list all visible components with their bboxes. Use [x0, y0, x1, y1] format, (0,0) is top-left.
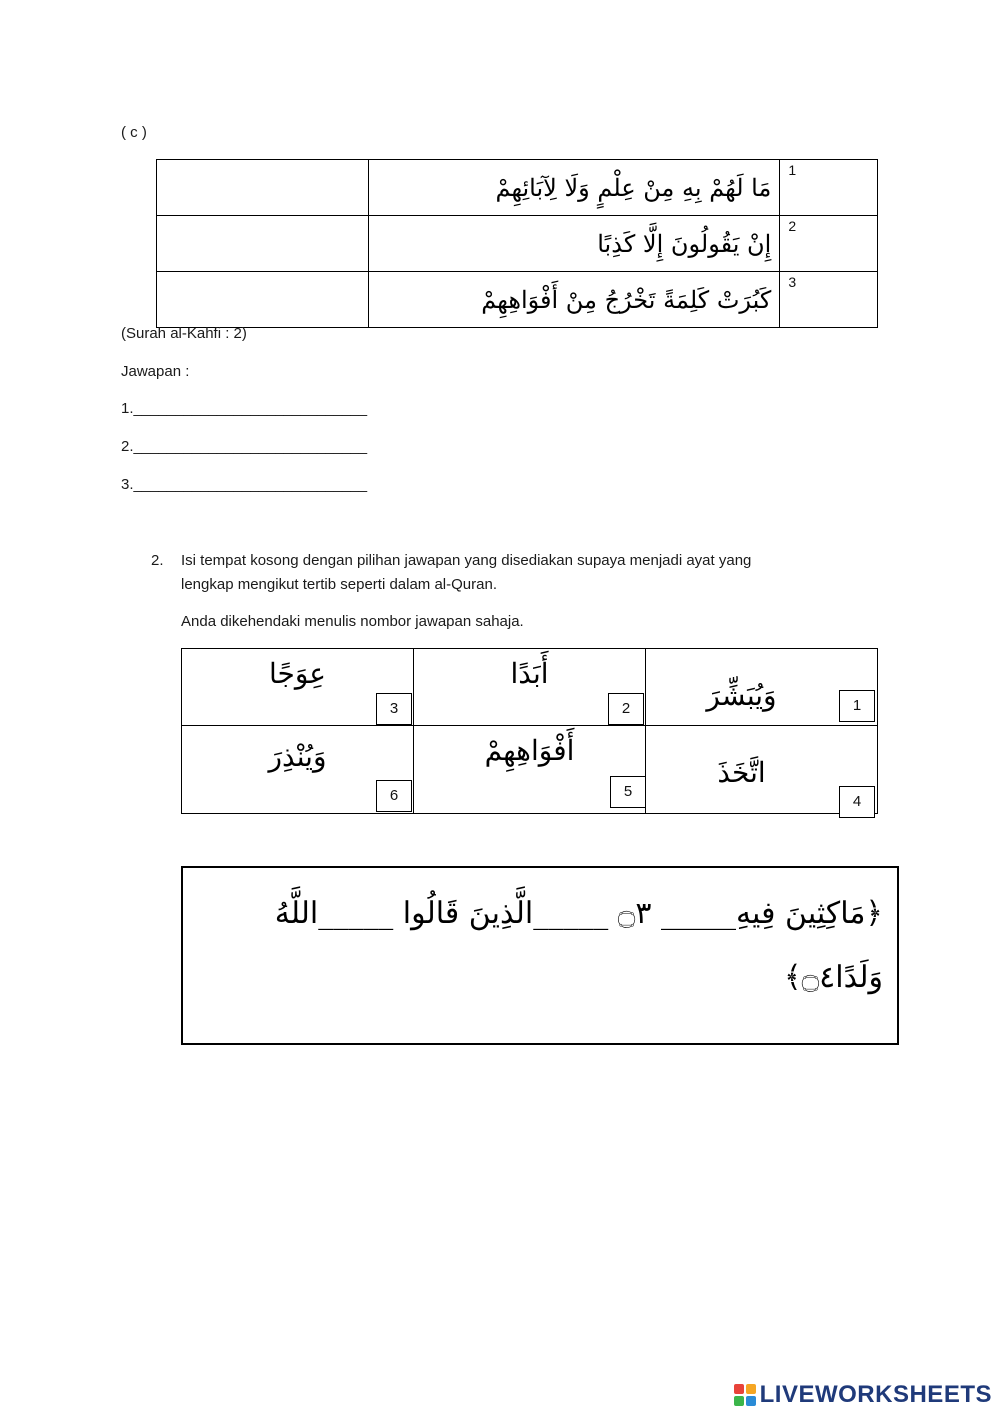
choice-number-2: 2	[608, 693, 644, 725]
section-c-label: ( c )	[121, 124, 147, 141]
surah-source: (Surah al-Kahfi : 2)	[121, 325, 247, 342]
choice-number-4: 4	[839, 786, 875, 818]
row-number-3: 3	[780, 272, 878, 328]
choice-word-1: وَيُبَشِّرَ	[706, 679, 777, 712]
ayat-text-1: مَا لَهُمْ بِهِ مِنْ عِلْمٍ وَلَا لِآبَائِهِمْ	[368, 160, 780, 216]
table-row	[157, 272, 878, 328]
logo-tile	[746, 1384, 756, 1394]
choice-cell	[646, 649, 878, 726]
verse-line-1[interactable]: ﴿مَاكِثِينَ فِيهِ_____ ۝٣ _____الَّذِينَ قَالُوا _____اللَّهُ	[274, 896, 883, 931]
logo-tile	[734, 1384, 744, 1394]
brand-name: LIVEWORKSHEETS	[759, 1381, 992, 1408]
answer-cell-3[interactable]	[157, 272, 369, 328]
verse-box	[181, 866, 899, 1045]
question-number: 2.	[151, 552, 164, 569]
choice-number-3: 3	[376, 693, 412, 725]
table-row	[157, 216, 878, 272]
answer-cell-2[interactable]	[157, 216, 369, 272]
logo-tile	[734, 1396, 744, 1406]
choice-word-5: أَفْوَاهِهِمْ	[484, 734, 575, 767]
table-row	[182, 726, 878, 814]
verse-line-2: وَلَدًا۝٤﴾	[784, 960, 883, 995]
choice-word-2: أَبَدًا	[510, 657, 549, 690]
liveworksheets-logo	[734, 1381, 992, 1409]
ayat-text-2: إِنْ يَقُولُونَ إِلَّا كَذِبًا	[368, 216, 780, 272]
choice-cell	[646, 726, 878, 814]
table-row	[182, 649, 878, 726]
answer-line-2[interactable]: 2.____________________________	[121, 438, 368, 455]
choice-word-6: وَيُنْذِرَ	[268, 740, 327, 773]
choice-number-1: 1	[839, 690, 875, 722]
section-c-table	[156, 159, 878, 328]
instruction-note: Anda dikehendaki menulis nombor jawapan sahaja.	[181, 613, 524, 630]
choice-cell	[182, 726, 414, 814]
instruction-line-1: Isi tempat kosong dengan pilihan jawapan yang disediakan supaya menjadi ayat yang	[181, 552, 752, 569]
row-number-1: 1	[780, 160, 878, 216]
logo-tiles-icon	[734, 1384, 756, 1406]
row-number-2: 2	[780, 216, 878, 272]
choice-number-6: 6	[376, 780, 412, 812]
answer-label: Jawapan :	[121, 363, 190, 380]
answer-cell-1[interactable]	[157, 160, 369, 216]
choice-word-4: اتَّخَذَ	[717, 756, 766, 789]
logo-tile	[746, 1396, 756, 1406]
ayat-text-3: كَبُرَتْ كَلِمَةً تَخْرُجُ مِنْ أَفْوَاهِهِمْ	[368, 272, 780, 328]
instruction-line-2: lengkap mengikut tertib seperti dalam al-Quran.	[181, 576, 497, 593]
answer-line-1[interactable]: 1.____________________________	[121, 400, 368, 417]
choices-grid	[181, 648, 878, 814]
choice-cell	[182, 649, 414, 726]
choice-number-5: 5	[610, 776, 646, 808]
answer-line-3[interactable]: 3.____________________________	[121, 476, 368, 493]
choice-word-3: عِوَجًا	[268, 657, 326, 690]
table-row	[157, 160, 878, 216]
